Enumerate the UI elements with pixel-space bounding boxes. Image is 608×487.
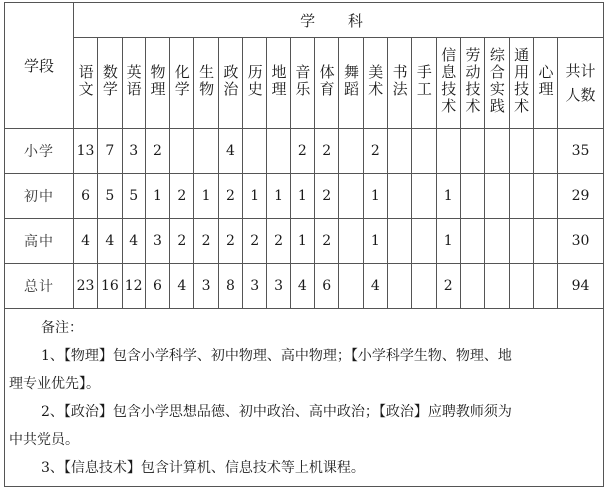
count-cell: 8 <box>218 264 242 309</box>
subject-label: 劳动技术 <box>463 47 482 115</box>
count-cell: 4 <box>363 264 387 309</box>
count-cell: 4 <box>98 219 122 264</box>
subject-header-1 <box>98 38 122 129</box>
count-cell <box>194 129 218 174</box>
count-cell <box>509 129 533 174</box>
count-cell: 4 <box>122 219 145 264</box>
count-cell <box>243 129 267 174</box>
count-cell: 4 <box>218 129 242 174</box>
count-cell <box>170 129 194 174</box>
stage-header-cell: 学段 <box>5 3 74 129</box>
count-cell: 1 <box>194 174 218 219</box>
count-cell <box>436 129 460 174</box>
total-header-cell <box>558 38 604 129</box>
count-cell: 16 <box>98 264 122 309</box>
subject-header-14 <box>412 38 436 129</box>
count-cell <box>509 174 533 219</box>
note-1-line-2: 理专业优先】。 <box>9 376 100 392</box>
subject-header-12 <box>363 38 387 129</box>
count-cell: 2 <box>218 174 242 219</box>
subject-label: 数学 <box>100 64 119 98</box>
count-cell: 3 <box>267 264 290 309</box>
count-cell <box>485 264 509 309</box>
subject-header-17 <box>485 38 509 129</box>
count-cell <box>533 219 557 264</box>
subject-header-2 <box>122 38 145 129</box>
subject-label: 历史 <box>245 64 264 98</box>
count-cell: 2 <box>315 219 339 264</box>
count-cell <box>339 174 363 219</box>
count-cell <box>460 174 484 219</box>
subject-header-4 <box>170 38 194 129</box>
subject-label: 化学 <box>172 64 191 98</box>
note-2-line-2: 中共党员。 <box>9 432 79 448</box>
table-row <box>5 219 604 264</box>
subject-label: 政治 <box>221 64 240 98</box>
count-cell: 2 <box>290 129 314 174</box>
count-cell: 4 <box>73 219 97 264</box>
recruitment-table-container <box>4 2 604 487</box>
count-cell <box>412 129 436 174</box>
count-cell <box>460 129 484 174</box>
total-cell: 94 <box>558 264 604 309</box>
subject-label: 舞蹈 <box>341 64 360 98</box>
count-cell: 3 <box>145 219 169 264</box>
subject-names-row <box>5 38 604 129</box>
subject-header-row <box>5 3 604 38</box>
subject-header-6 <box>218 38 242 129</box>
count-cell: 2 <box>243 219 267 264</box>
count-cell: 6 <box>73 174 97 219</box>
total-cell: 29 <box>558 174 604 219</box>
count-cell: 1 <box>243 174 267 219</box>
count-cell: 1 <box>145 174 169 219</box>
count-cell <box>460 264 484 309</box>
count-cell: 1 <box>267 174 290 219</box>
count-cell: 12 <box>122 264 145 309</box>
subject-header-7 <box>243 38 267 129</box>
note-3: 3、【信息技术】包含计算机、信息技术等上机课程。 <box>41 460 365 476</box>
count-cell <box>387 174 411 219</box>
note-2-line-1: 2、【政治】包含小学思想品德、初中政治、高中政治；【政治】应聘教师须为 <box>41 404 512 420</box>
count-cell <box>485 174 509 219</box>
subject-label: 心理 <box>536 64 555 98</box>
count-cell <box>387 219 411 264</box>
subject-header-9 <box>290 38 314 129</box>
subject-label: 书法 <box>390 64 409 98</box>
subject-label: 音乐 <box>293 64 312 98</box>
count-cell: 3 <box>122 129 145 174</box>
count-cell <box>460 219 484 264</box>
subject-header-3 <box>145 38 169 129</box>
count-cell <box>509 264 533 309</box>
table-row <box>5 129 604 174</box>
stage-label: 初中 <box>5 174 74 219</box>
count-cell <box>339 219 363 264</box>
subject-header-10 <box>315 38 339 129</box>
note-1-line-1: 1、【物理】包含小学科学、初中物理、高中物理；【小学科学生物、物理、地 <box>41 348 512 364</box>
count-cell: 2 <box>218 219 242 264</box>
subject-label: 语文 <box>76 64 95 98</box>
count-cell: 5 <box>122 174 145 219</box>
count-cell: 2 <box>363 129 387 174</box>
count-cell <box>412 174 436 219</box>
subject-header-13 <box>387 38 411 129</box>
subject-header-18 <box>509 38 533 129</box>
subject-label: 手工 <box>414 64 433 98</box>
count-cell: 2 <box>145 129 169 174</box>
notes-title: 备注： <box>41 320 83 336</box>
subject-label: 物理 <box>148 64 167 98</box>
count-cell: 1 <box>363 219 387 264</box>
count-cell: 2 <box>315 174 339 219</box>
count-cell <box>533 264 557 309</box>
subject-header-cell: 学 科 <box>73 3 603 38</box>
subject-header-16 <box>460 38 484 129</box>
count-cell: 1 <box>290 219 314 264</box>
subject-header-0 <box>73 38 97 129</box>
stage-label: 总计 <box>5 264 74 309</box>
count-cell: 5 <box>98 174 122 219</box>
count-cell: 6 <box>315 264 339 309</box>
subject-header-11 <box>339 38 363 129</box>
count-cell <box>485 219 509 264</box>
stage-label: 高中 <box>5 219 74 264</box>
notes-section <box>4 309 604 487</box>
total-cell: 30 <box>558 219 604 264</box>
count-cell <box>412 219 436 264</box>
count-cell <box>509 219 533 264</box>
count-cell <box>533 129 557 174</box>
count-cell <box>412 264 436 309</box>
count-cell: 2 <box>170 219 194 264</box>
subject-label: 地理 <box>269 64 288 98</box>
subject-label: 信息技术 <box>439 47 458 115</box>
count-cell: 4 <box>290 264 314 309</box>
subject-header-8 <box>267 38 290 129</box>
count-cell <box>339 129 363 174</box>
count-cell: 1 <box>290 174 314 219</box>
count-cell: 1 <box>363 174 387 219</box>
count-cell <box>533 174 557 219</box>
count-cell <box>485 129 509 174</box>
count-cell: 2 <box>170 174 194 219</box>
count-cell: 13 <box>73 129 97 174</box>
subject-label: 综合实践 <box>487 47 506 115</box>
count-cell: 1 <box>436 174 460 219</box>
subject-label: 生物 <box>197 64 216 98</box>
subject-label: 体育 <box>317 64 336 98</box>
subject-header-15 <box>436 38 460 129</box>
count-cell: 3 <box>194 264 218 309</box>
count-cell: 2 <box>315 129 339 174</box>
table-row <box>5 174 604 219</box>
count-cell: 6 <box>145 264 169 309</box>
subject-header-5 <box>194 38 218 129</box>
count-cell <box>339 264 363 309</box>
subject-stage-table <box>4 2 604 309</box>
count-cell: 2 <box>194 219 218 264</box>
count-cell <box>267 129 290 174</box>
count-cell: 3 <box>243 264 267 309</box>
total-cell: 35 <box>558 129 604 174</box>
count-cell <box>387 264 411 309</box>
table-row <box>5 264 604 309</box>
count-cell: 7 <box>98 129 122 174</box>
total-header-label: 共计人数 <box>565 62 596 104</box>
count-cell: 2 <box>436 264 460 309</box>
subject-header-19 <box>533 38 557 129</box>
count-cell: 1 <box>436 219 460 264</box>
count-cell: 23 <box>73 264 97 309</box>
count-cell: 4 <box>170 264 194 309</box>
count-cell: 2 <box>267 219 290 264</box>
stage-label: 小学 <box>5 129 74 174</box>
subject-label: 英语 <box>124 64 143 98</box>
subject-label: 美术 <box>366 64 385 98</box>
subject-label: 通用技术 <box>512 47 531 115</box>
count-cell <box>387 129 411 174</box>
